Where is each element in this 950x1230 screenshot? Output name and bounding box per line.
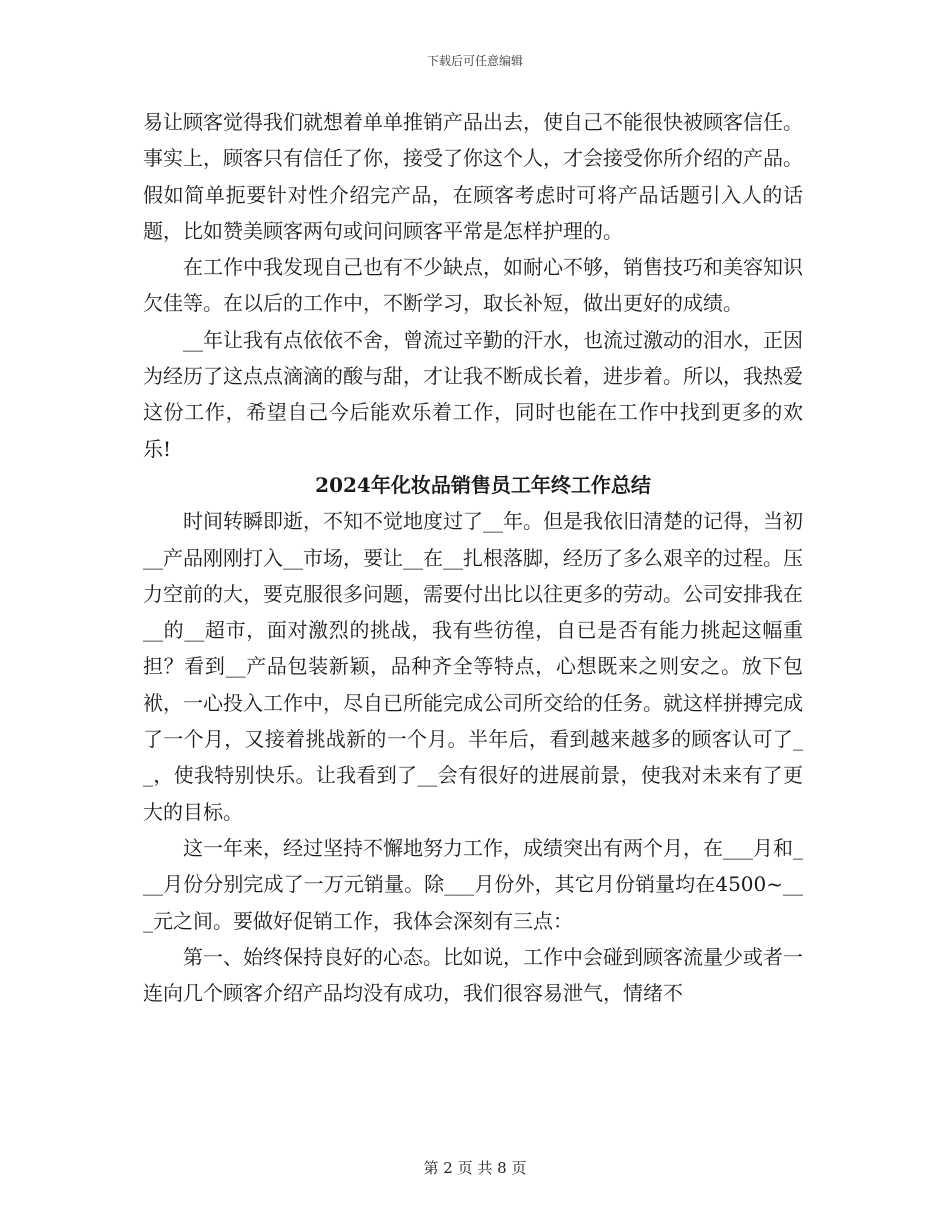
document-body xyxy=(143,104,803,1011)
paragraph-6: 第一、始终保持良好的心态。比如说，工作中会碰到顾客流量少或者一连向几个顾客介绍产品均没有成功，我们很容易泄气，情绪不 xyxy=(143,944,803,1006)
section-title: 2024年化妆品销售员工年终工作总结 xyxy=(315,472,651,497)
paragraph-5: 这一年来，经过坚持不懈地努力工作，成绩突出有两个月，在___月和___月份分别完成了一万元销量。除___月份外，其它月份销量均在4500~___元之间。要做好促销工作，我体会深刻有三点： xyxy=(143,835,803,933)
paragraph-1: 易让顾客觉得我们就想着单单推销产品出去，使自己不能很快被顾客信任。事实上，顾客只有信任了你，接受了你这个人，才会接受你所介绍的产品。假如简单扼要针对性介绍完产品，在顾客考虑时可将产品话题引入人的话题，比如赞美顾客两句或问问顾客平常是怎样护理的。 xyxy=(143,110,803,243)
page-number: 第 2 页 共 8 页 xyxy=(423,1159,527,1177)
paragraph-2: 在工作中我发现自己也有不少缺点，如耐心不够，销售技巧和美容知识欠佳等。在以后的工作中，不断学习，取长补短，做出更好的成绩。 xyxy=(143,255,803,316)
paragraph-3: __年让我有点依依不舍，曾流过辛勤的汗水，也流过激动的泪水，正因为经历了这点点滴滴的酸与甜，才让我不断成长着，进步着。所以，我热爱这份工作，希望自己今后能欢乐着工作，同时也能在工作中找到更多的欢乐! xyxy=(143,327,803,461)
paragraph-4: 时间转瞬即逝，不知不觉地度过了__年。但是我依旧清楚的记得，当初__产品刚刚打入__市场，要让__在__扎根落脚，经历了多么艰辛的过程。压力空前的大，要克服很多问题，需要付出比以往更多的劳动。公司安排我在__的__超市，面对激烈的挑战，我有些彷徨，自已是否有能力挑起这幅重担？看到__产品包装新颖，品种齐全等特点，心想既来之则安之。放下包袱，一心投入工作中，尽自已所能完成公司所交给的任务。就这样拼搏完成了一个月，又接着挑战新的一个月。半年后，看到越来越多的顾客认可了__，使我特别快乐。让我看到了__会有很好的进展前景，使我对未来有了更大的目标。 xyxy=(143,509,803,824)
page-header-note: 下载后可任意编辑 xyxy=(426,54,523,68)
